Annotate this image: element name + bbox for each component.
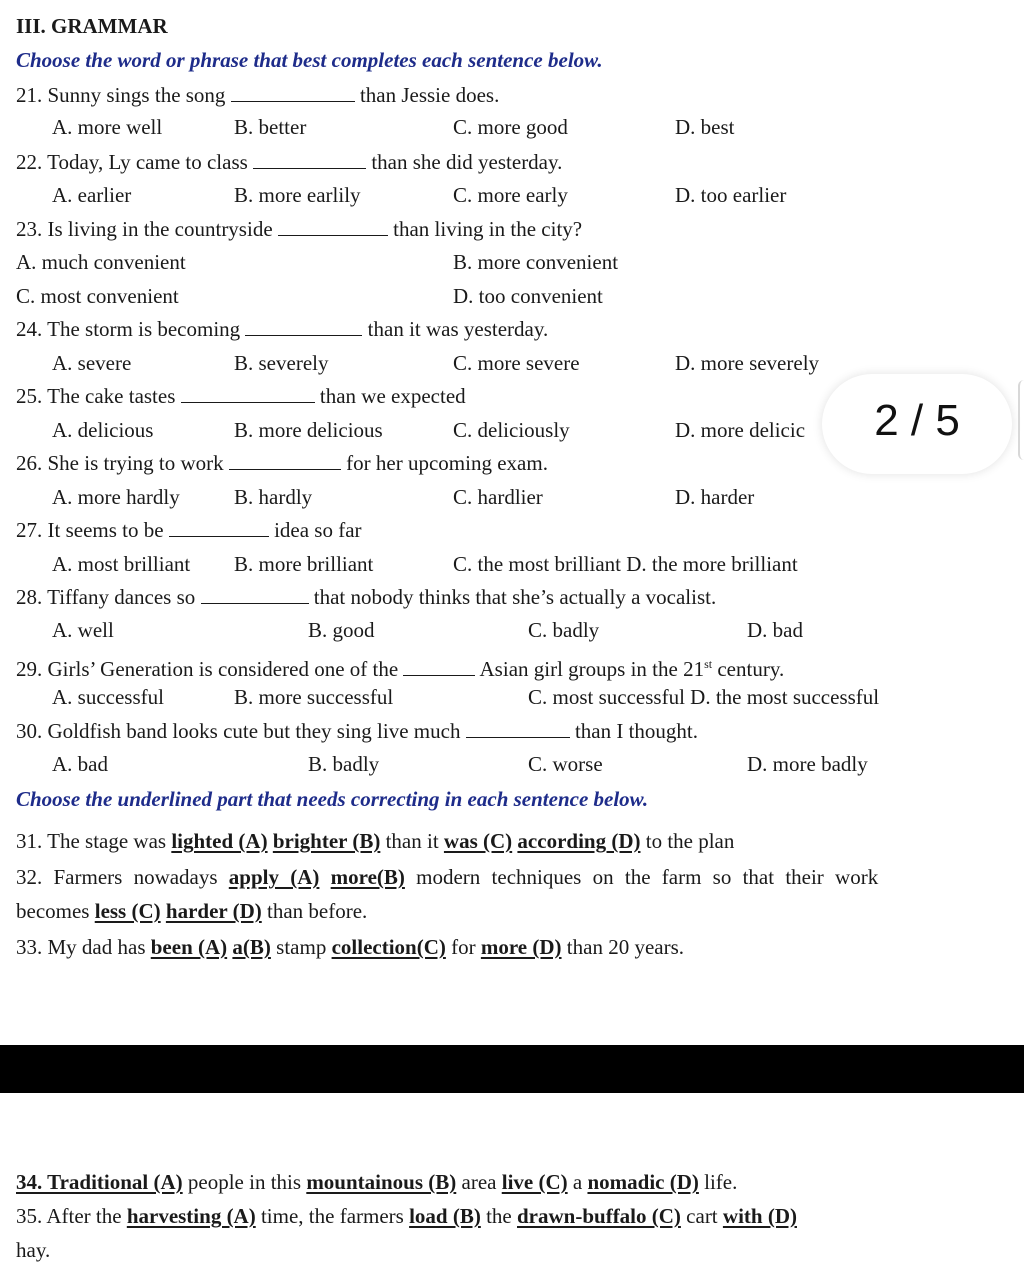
stem-text: 25. The cake tastes xyxy=(16,384,176,408)
question-32-continued xyxy=(0,897,1024,927)
stem-text: 28. Tiffany dances so xyxy=(16,585,196,609)
option-c: C. more early xyxy=(453,183,568,207)
option-c: C. most convenient xyxy=(16,284,179,308)
stem-text: idea so far xyxy=(274,518,362,542)
question-31 xyxy=(0,827,1024,857)
option-d: D. more badly xyxy=(747,752,868,776)
question-28 xyxy=(0,583,1024,613)
options-29 xyxy=(0,683,1024,713)
stem-text: than it was yesterday. xyxy=(367,317,549,341)
underlined-part-d: harder (D) xyxy=(165,899,262,923)
sentence-text: than it xyxy=(385,829,439,853)
stem-text: 21. Sunny sings the song xyxy=(16,83,226,107)
option-b: B. hardly xyxy=(234,485,313,509)
option-cd: C. the most brilliant D. the more brilliant xyxy=(453,552,798,576)
sentence-text: than 20 years. xyxy=(566,935,685,959)
option-b: B. more convenient xyxy=(453,250,619,274)
underlined-part-a: been (A) xyxy=(150,935,228,959)
options-22 xyxy=(0,181,1024,211)
sentence-text: 31. The stage was xyxy=(16,829,167,853)
option-d: D. best xyxy=(675,115,735,139)
options-28 xyxy=(0,616,1024,646)
option-a: A. bad xyxy=(52,752,108,776)
stem-text: than Jessie does. xyxy=(359,83,500,107)
sentence-text: than before. xyxy=(266,899,368,923)
stem-text: than she did yesterday. xyxy=(371,150,563,174)
option-c: C. more severe xyxy=(453,351,580,375)
option-d: D. bad xyxy=(747,618,803,642)
option-d: D. more severely xyxy=(675,351,820,375)
options-23-row1 xyxy=(0,248,1024,278)
underlined-part-c: live (C) xyxy=(501,1170,568,1194)
options-23-row2 xyxy=(0,282,1024,312)
answer-blank xyxy=(201,583,309,604)
underlined-part-c: less (C) xyxy=(94,899,161,923)
options-26 xyxy=(0,483,1024,513)
section-title: III. GRAMMAR xyxy=(16,14,168,38)
option-a: A. severe xyxy=(52,351,132,375)
option-a: A. most brilliant xyxy=(52,552,191,576)
stem-text: 23. Is living in the countryside xyxy=(16,217,273,241)
answer-blank xyxy=(229,449,341,470)
question-22 xyxy=(0,148,1024,178)
answer-blank xyxy=(278,215,388,236)
option-b: B. badly xyxy=(308,752,380,776)
stem-text: 24. The storm is becoming xyxy=(16,317,241,341)
instruction-text: Choose the word or phrase that best completes each sentence below. xyxy=(16,48,603,72)
option-cd: C. most successful D. the most successful xyxy=(528,685,880,709)
question-stem xyxy=(16,382,466,410)
underlined-part-a: harvesting (A) xyxy=(126,1204,256,1228)
sentence-text: 35. After the xyxy=(16,1204,122,1228)
option-a: A. delicious xyxy=(52,418,154,442)
underlined-part-d: more (D) xyxy=(480,935,562,959)
option-b: B. severely xyxy=(234,351,329,375)
next-page-edge[interactable] xyxy=(1018,380,1024,460)
option-b: B. more delicious xyxy=(234,418,383,442)
option-c: C. worse xyxy=(528,752,603,776)
option-a: A. more well xyxy=(52,115,163,139)
question-stem xyxy=(16,449,548,477)
underlined-part-c: collection(C) xyxy=(331,935,446,959)
question-sentence xyxy=(16,1168,737,1196)
underlined-part-b: brighter (B) xyxy=(272,829,381,853)
option-b: B. good xyxy=(308,618,375,642)
underlined-part-a: lighted (A) xyxy=(171,829,268,853)
question-sentence xyxy=(16,897,367,925)
question-27 xyxy=(0,516,1024,546)
option-a: A. more hardly xyxy=(52,485,180,509)
sentence-text: for xyxy=(451,935,476,959)
black-separator-bar xyxy=(0,1045,1024,1093)
question-34 xyxy=(0,1168,1024,1198)
stem-text: 26. She is trying to work xyxy=(16,451,224,475)
sentence-text: area xyxy=(461,1170,497,1194)
underlined-part-b: a(B) xyxy=(232,935,271,959)
option-b: B. better xyxy=(234,115,307,139)
stem-text: that nobody thinks that she’s actually a vocalist. xyxy=(313,585,717,609)
sentence-text: cart xyxy=(686,1204,718,1228)
option-c: C. deliciously xyxy=(453,418,570,442)
stem-text: than we expected xyxy=(319,384,466,408)
stem-text: 29. Girls’ Generation is considered one of the xyxy=(16,657,399,681)
question-30 xyxy=(0,717,1024,747)
question-32 xyxy=(0,863,1024,893)
question-stem xyxy=(16,650,784,683)
underlined-part-b: more(B) xyxy=(330,865,405,889)
question-29 xyxy=(0,650,1024,680)
sentence-text: the xyxy=(486,1204,512,1228)
answer-blank xyxy=(231,81,355,102)
option-d: D. harder xyxy=(675,485,755,509)
question-sentence xyxy=(16,1202,797,1230)
superscript: st xyxy=(704,657,713,671)
underlined-part-b: load (B) xyxy=(409,1204,481,1228)
answer-blank xyxy=(169,516,269,537)
option-a: A. well xyxy=(52,618,114,642)
sentence-text: time, the farmers xyxy=(260,1204,404,1228)
underlined-part-a: 34. Traditional (A) xyxy=(16,1170,183,1194)
sentence-text: modern techniques on the farm so that their work xyxy=(416,865,879,889)
instruction-row-2 xyxy=(0,785,1024,815)
question-stem xyxy=(16,315,548,343)
options-27 xyxy=(0,550,1024,580)
answer-blank xyxy=(253,148,366,169)
stem-text: century. xyxy=(717,657,785,681)
question-35-continued xyxy=(0,1236,1024,1266)
option-b: B. more brilliant xyxy=(234,552,374,576)
underlined-part-d: according (D) xyxy=(517,829,641,853)
sentence-text: stamp xyxy=(276,935,327,959)
instruction-row xyxy=(0,46,1024,76)
question-stem xyxy=(16,583,716,611)
sentence-text: 33. My dad has xyxy=(16,935,146,959)
option-a: A. successful xyxy=(52,685,164,709)
underlined-part-c: drawn-buffalo (C) xyxy=(517,1204,681,1228)
question-stem xyxy=(16,81,499,109)
answer-blank xyxy=(403,655,475,676)
question-stem xyxy=(16,516,362,544)
stem-text: than living in the city? xyxy=(393,217,583,241)
question-stem xyxy=(16,215,582,243)
question-35 xyxy=(0,1202,1024,1232)
sentence-text: people in this xyxy=(187,1170,302,1194)
options-21 xyxy=(0,113,1024,143)
question-21 xyxy=(0,81,1024,111)
question-sentence xyxy=(16,827,734,855)
question-33 xyxy=(0,933,1024,963)
stem-text: 27. It seems to be xyxy=(16,518,164,542)
option-c: C. more good xyxy=(453,115,568,139)
question-stem xyxy=(16,717,698,745)
options-30 xyxy=(0,750,1024,780)
question-23 xyxy=(0,215,1024,245)
stem-text: 22. Today, Ly came to class xyxy=(16,150,248,174)
option-d: D. too convenient xyxy=(453,284,603,308)
sentence-text: to the plan xyxy=(645,829,735,853)
question-24 xyxy=(0,315,1024,345)
underlined-part-c: was (C) xyxy=(443,829,513,853)
option-c: C. badly xyxy=(528,618,600,642)
underlined-part-d: with (D) xyxy=(722,1204,797,1228)
instruction-text: Choose the underlined part that needs correcting in each sentence below. xyxy=(16,787,649,811)
underlined-part-a: apply (A) xyxy=(228,865,320,889)
sentence-text: becomes xyxy=(16,899,90,923)
question-sentence xyxy=(16,933,684,961)
page-counter: 2 / 5 xyxy=(874,396,960,445)
question-sentence xyxy=(16,863,878,891)
page-counter-badge xyxy=(822,374,1012,474)
option-a: A. much convenient xyxy=(16,250,186,274)
stem-text: 30. Goldfish band looks cute but they sing live much xyxy=(16,719,461,743)
stem-text: than I thought. xyxy=(574,719,699,743)
answer-blank xyxy=(245,315,362,336)
underlined-part-b: mountainous (B) xyxy=(306,1170,457,1194)
sentence-text: hay. xyxy=(16,1238,51,1262)
question-stem xyxy=(16,148,562,176)
answer-blank xyxy=(181,382,315,403)
option-d: D. more delicic xyxy=(675,418,806,442)
sentence-text: life. xyxy=(704,1170,738,1194)
option-b: B. more successful xyxy=(234,685,394,709)
option-d: D. too earlier xyxy=(675,183,787,207)
option-b: B. more earlily xyxy=(234,183,361,207)
stem-text: for her upcoming exam. xyxy=(346,451,548,475)
section-header xyxy=(0,12,1024,42)
answer-blank xyxy=(466,717,570,738)
option-c: C. hardlier xyxy=(453,485,543,509)
sentence-text: a xyxy=(572,1170,583,1194)
sentence-text: 32. Farmers nowadays xyxy=(16,865,218,889)
option-a: A. earlier xyxy=(52,183,132,207)
stem-text: Asian girl groups in the 21 xyxy=(479,657,705,681)
underlined-part-d: nomadic (D) xyxy=(587,1170,699,1194)
